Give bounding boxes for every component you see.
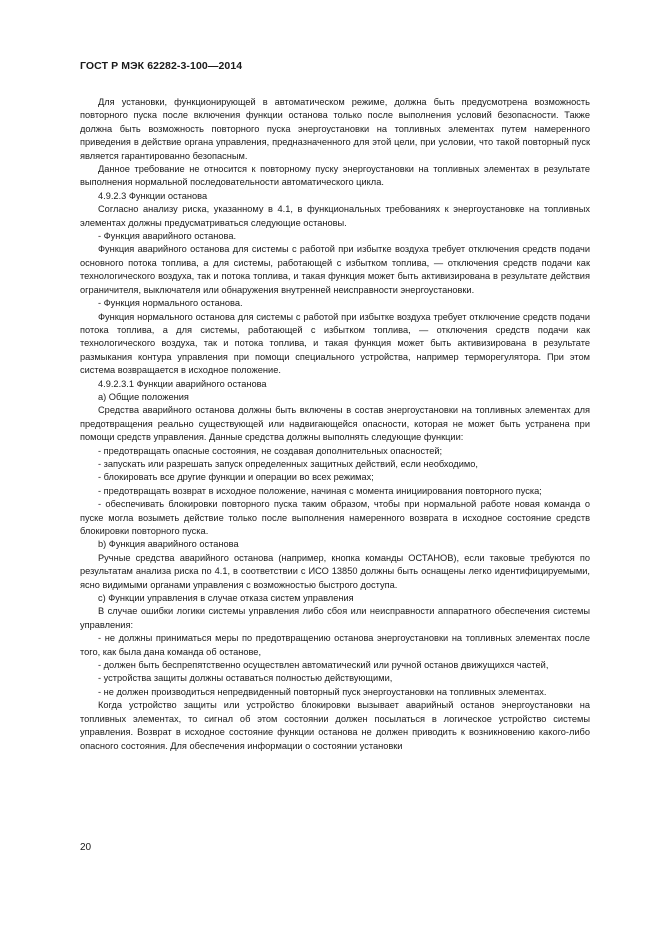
paragraph: Согласно анализу риска, указанному в 4.1, в функциональных требованиях к энергоустановке на топливных элементах должны предусматриваться следующие остановы. xyxy=(80,204,590,228)
section-heading: 4.9.2.3 Функции останова xyxy=(98,190,208,201)
document-body xyxy=(80,96,590,753)
list-item: - обеспечивать блокировки повторного пуска таким образом, чтобы при нормальной работе новая команда о пуске могла возыметь действие только после выполнения намеренного возврата в исходное состояние средств блокировки повторного пуска. xyxy=(80,499,590,536)
list-item: - запускать или разрешать запуск определенных защитных действий, если необходимо, xyxy=(98,458,478,469)
list-item: - Функция нормального останова. xyxy=(98,298,243,309)
paragraph: Функция нормального останова для системы с работой при избытке воздуха требует отключение средств подачи потока топлива, а для системы, работающей с избытком топлива, — отключения средств подачи как технологического воздуха, так и потока топлива, и такая функция может быть активизирована в результате размыкания контура управления при помощи специального устройства, например терморегулятора. При этом система возвращается в исходное положение. xyxy=(80,311,590,376)
paragraph: Для установки, функционирующей в автоматическом режиме, должна быть предусмотрена возможность повторного пуска после включения функции останова только после выполнения условий безопасности. Также должна быть возможность повторного пуска энергоустановки на топливных элементах путем намеренного приведения в действие органа управления, предназначенного для этой цели, при условии, что такой повторный пуск является гарантированно безопасным. xyxy=(80,97,590,161)
standard-header: ГОСТ Р МЭК 62282-3-100—2014 xyxy=(80,60,243,72)
paragraph: В случае ошибки логики системы управления либо сбоя или неисправности аппаратного обеспечения системы управления: xyxy=(80,606,590,630)
list-item: - блокировать все другие функции и операции во всех режимах; xyxy=(98,472,374,483)
paragraph: Когда устройство защиты или устройство блокировки вызывает аварийный останов энергоустановки на топливных элементах, то сигнал об этом состоянии должен посылаться в логическое устройство системы управления. Возврат в исходное состояние функции останова не должен приводить к возникновению какого-либо опасного состояния. Для обеспечения информации о состоянии установки xyxy=(80,700,590,751)
list-item: - предотвращать опасные состояния, не создавая дополнительных опасностей; xyxy=(98,445,443,456)
paragraph: Ручные средства аварийного останова (например, кнопка команды ОСТАНОВ), если таковые требуются по результатам анализа риска по 4.1, в соответствии с ИСО 13850 должны быть оснащены легко идентифицируемыми, ясно видимыми органами управления с возможностью быстрого доступа. xyxy=(80,552,590,590)
page-number: 20 xyxy=(80,842,92,853)
subsection-heading: а) Общие положения xyxy=(98,391,189,402)
paragraph: Данное требование не относится к повторному пуску энергоустановки на топливных элементах в результате выполнения нормальной последовательности автоматического цикла. xyxy=(80,164,590,188)
paragraph: Функция аварийного останова для системы с работой при избытке воздуха требует отключения средств подачи основного потока топлива, а для системы, работающей с избытком топлива, — отключения средств подачи как технологического воздуха, так и потока топлива, и такая функция может быть активизирована в результате действия ограничителя, выключателя или обнаружения внутренней неисправности энергоустановки. xyxy=(80,244,590,295)
paragraph: Средства аварийного останова должны быть включены в состав энергоустановки на топливных элементах для предотвращения реально существующей или надвигающейся опасности, которая не может быть устранена при помощи средств управления. Данные средства должны выполнять следующие функции: xyxy=(80,405,590,443)
subsection-heading: b) Функция аварийного останова xyxy=(98,539,239,550)
list-item: - должен быть беспрепятственно осуществлен автоматический или ручной останов движущихся частей, xyxy=(98,660,549,671)
section-heading: 4.9.2.3.1 Функции аварийного останова xyxy=(98,378,267,389)
list-item: - Функция аварийного останова. xyxy=(98,231,237,242)
list-item: - устройства защиты должны оставаться полностью действующими, xyxy=(98,673,393,684)
list-item: - предотвращать возврат в исходное положение, начиная с момента инициирования повторного пуска; xyxy=(98,485,542,496)
list-item: - не должен производиться непредвиденный повторный пуск энергоустановки на топливных элементах. xyxy=(98,686,547,697)
subsection-heading: с) Функции управления в случае отказа систем управления xyxy=(98,593,354,604)
list-item: - не должны приниматься меры по предотвращению останова энергоустановки на топливных элементах после того, как была дана команда об останове, xyxy=(80,633,590,657)
